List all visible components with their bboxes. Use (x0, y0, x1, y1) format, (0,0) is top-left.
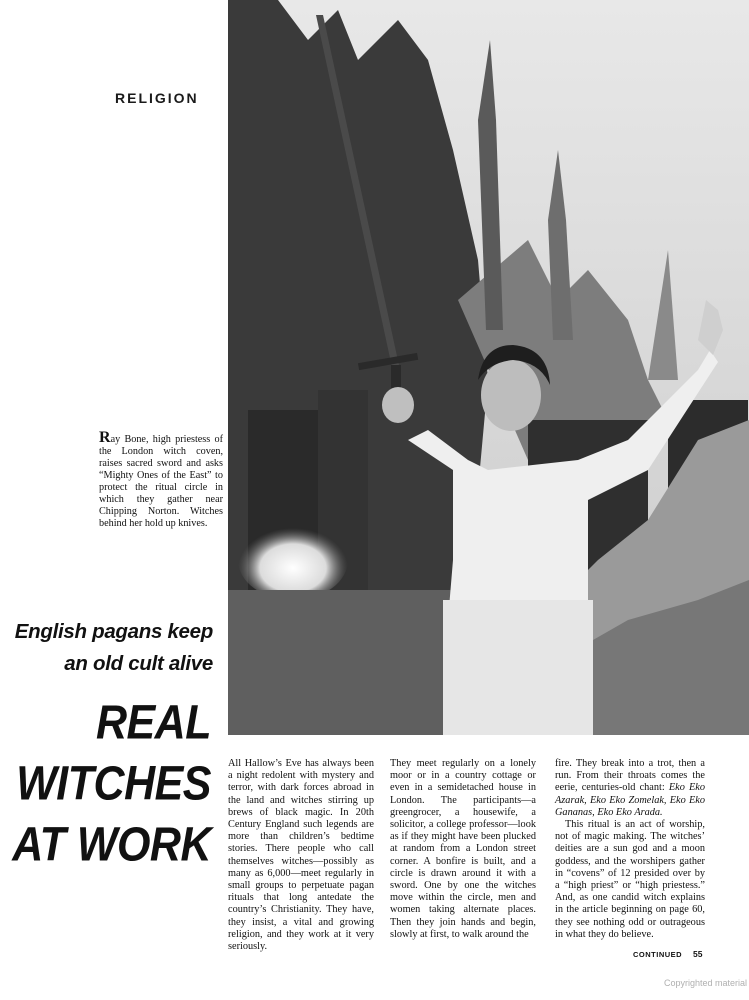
caption-text: ay Bone, high priestess of the London witch coven, raises sacred sword and asks “Mighty Ones of the East” to protect the ritual circle in which they gather near Chipping Norton. Witches behind her hold up knives. (99, 434, 223, 529)
headline-line-2: WITCHES (16, 757, 211, 811)
page-number: 55 (693, 949, 703, 959)
subheadline-line-2: an old cult alive (64, 652, 213, 675)
chant-text: Eko Eko Azarak, Eko Eko Zomelak, Eko Eko Gananas, Eko Eko Arada. (555, 782, 705, 818)
column-3-paragraph-2: This ritual is an act of worship, not of magic making. The witches’ deities are a sun god and a moon goddess, and the worshipers gather in “covens” of 12 presided over by a “high priest” or “high priestess.” And, as one candid witch explains in the article beginning on page 60, they see nothing odd or outrageous in what they do believe. (555, 819, 705, 940)
photo-caption (99, 429, 223, 530)
caption-dropcap: R (99, 429, 111, 446)
article-column-3 (555, 758, 705, 941)
ritual-photograph (228, 0, 749, 735)
continued-label: CONTINUED (633, 950, 683, 959)
article-column-2: They meet regularly on a lonely moor or in a country cottage or even in a semidetached house in London. The participants—a greengrocer, a housewife, a solicitor, a college professor—look as if they might have been plucked at random from a London street corner. A bonfire is built, and a circle is drawn around it with a sword. One by one the witches move within the circle, men and women taking alternate places. Then they join hands and begin, slowly at first, to walk around the (390, 758, 536, 940)
section-label: RELIGION (115, 90, 199, 106)
headline-line-3: AT WORK (12, 818, 211, 872)
headline-line-1: REAL (95, 696, 211, 750)
article-column-1: All Hallow’s Eve has always been a night redolent with mystery and terror, with dark forces abroad in the land and witches stirring up brews of black magic. In 20th Century England such legends are more than children’s bedtime stories. There people who call themselves witches—possibly as many as 6,000—meet regularly in small groups to perpetuate pagan rituals that long antedate the country’s Christianity. They have, they insist, a vital and growing religion, and they work at it very seriously. (228, 758, 374, 953)
subheadline-line-1: English pagans keep (14, 620, 213, 643)
column-3-intro: fire. They break into a trot, then a run. From their throats comes the eerie, centuries-old chant: (555, 758, 705, 794)
copyright-watermark: Copyrighted material (664, 978, 748, 988)
